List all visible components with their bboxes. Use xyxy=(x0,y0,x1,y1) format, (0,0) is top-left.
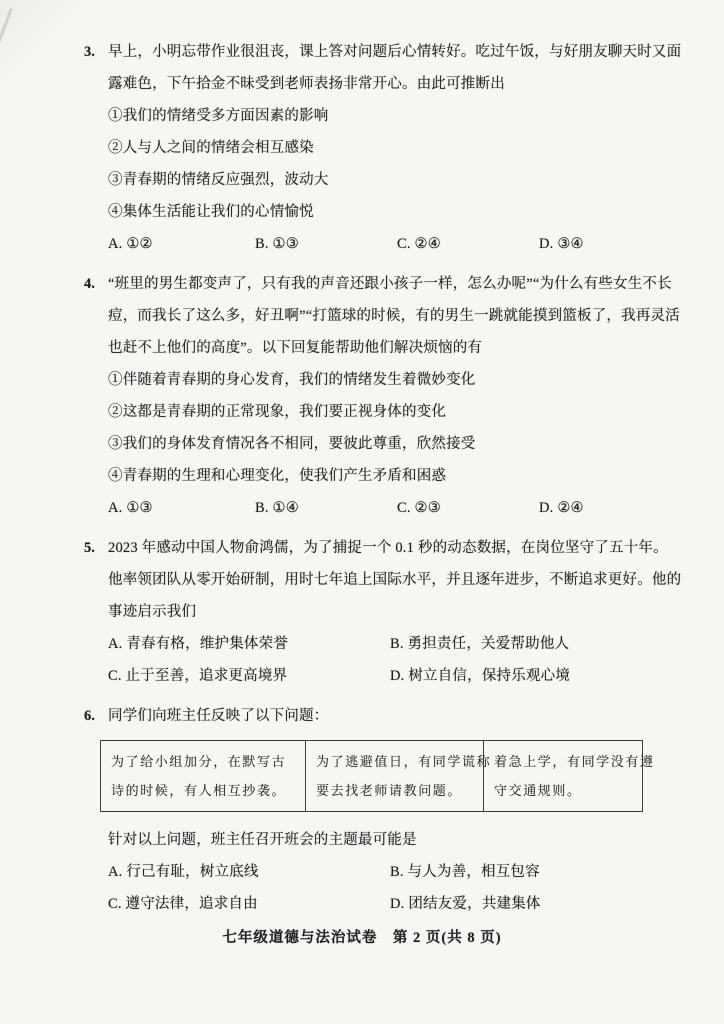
question-6-follow-up: 针对以上问题，班主任召开班会的主题最可能是 xyxy=(108,832,417,848)
question-5-options-row-2 xyxy=(108,660,680,692)
stem-text: 同学们向班主任反映了以下问题： xyxy=(108,708,329,724)
question-5-options-row-1 xyxy=(108,628,680,660)
table-cell-1 xyxy=(101,741,306,812)
question-6-number: 6. xyxy=(84,708,95,724)
question-6-problem-table xyxy=(100,740,655,812)
option-c: C. 遵守法律，追求自由 xyxy=(108,896,258,912)
table-cell-2 xyxy=(306,741,492,812)
question-6-stem-line xyxy=(84,700,680,732)
question-3-stem-line-1 xyxy=(84,36,682,68)
question-4-number: 4. xyxy=(84,276,95,292)
question-4-stem-line-1 xyxy=(84,268,680,300)
question-3 xyxy=(84,36,682,260)
option-a: A. ①③ xyxy=(108,500,153,516)
cell-2-line-1: 为了逃避值日，有同学谎称 xyxy=(316,755,492,770)
option-b: B. ①③ xyxy=(255,236,299,252)
option-b: B. 勇担责任，关爱帮助他人 xyxy=(390,636,570,652)
question-3-item-2: ②人与人之间的情绪会相互感染 xyxy=(108,140,314,156)
option-b: B. 与人为善，相互包容 xyxy=(390,864,540,880)
question-4 xyxy=(84,268,680,524)
question-5 xyxy=(84,532,682,692)
option-c: C. ②③ xyxy=(397,500,441,516)
question-4-item-3: ③我们的身体发育情况各不相同，要彼此尊重，欣然接受 xyxy=(108,436,476,452)
question-5-stem-line-3: 事迹启示我们 xyxy=(108,604,197,620)
question-4-item-1: ①伴随着青春期的身心发育，我们的情绪发生着微妙变化 xyxy=(108,372,476,388)
question-5-stem-line-1 xyxy=(84,532,680,564)
question-3-item-4: ④集体生活能让我们的心情愉悦 xyxy=(108,204,314,220)
cell-3-line-1: 着急上学，有同学没有遵 xyxy=(494,755,655,770)
stem-text: “班里的男生都变声了，只有我的声音还跟小孩子一样，怎么办呢”“为什么有些女生不长 xyxy=(108,276,672,292)
question-4-item-4: ④青春期的生理和心理变化，使我们产生矛盾和困惑 xyxy=(108,468,447,484)
option-c: C. ②④ xyxy=(397,236,441,252)
question-6-options-row-2 xyxy=(108,888,680,920)
cell-3-line-2: 守交通规则。 xyxy=(494,784,582,799)
option-a: A. 行己有耻，树立底线 xyxy=(108,864,259,880)
question-3-stem-line-2: 露难色，下午拾金不昧受到老师表扬非常开心。由此可推断出 xyxy=(108,76,505,92)
option-a: A. 青春有格，维护集体荣誉 xyxy=(108,636,289,652)
question-3-item-1: ①我们的情绪受多方面因素的影响 xyxy=(108,108,329,124)
option-d: D. 团结友爱，共建集体 xyxy=(390,896,541,912)
question-6 xyxy=(84,700,680,920)
cell-1-line-1: 为了给小组加分，在默写古 xyxy=(111,755,287,770)
question-3-options xyxy=(108,228,680,260)
scan-artifact xyxy=(0,8,13,47)
option-d: D. 树立自信，保持乐观心境 xyxy=(390,668,571,684)
question-4-options xyxy=(108,492,680,524)
option-c: C. 止于至善，追求更高境界 xyxy=(108,668,288,684)
question-5-stem-line-2: 他率领团队从零开始研制，用时七年追上国际水平，并且逐年进步，不断追求更好。他的 xyxy=(108,572,682,588)
question-4-stem-line-3: 也赶不上他们的高度”。以下回复能帮助他们解决烦恼的有 xyxy=(108,340,483,356)
question-6-options-row-1 xyxy=(108,856,680,888)
question-3-item-3: ③青春期的情绪反应强烈，波动大 xyxy=(108,172,329,188)
question-5-number: 5. xyxy=(84,540,95,556)
question-3-number: 3. xyxy=(84,44,95,60)
option-d: D. ③④ xyxy=(539,236,584,252)
stem-text: 2023 年感动中国人物俞鸿儒，为了捕捉一个 0.1 秒的动态数据，在岗位坚守了五十年。 xyxy=(108,540,668,556)
stem-text: 早上，小明忘带作业很沮丧，课上答对问题后心情转好。吃过午饭，与好朋友聊天时又面 xyxy=(108,44,682,60)
option-d: D. ②④ xyxy=(539,500,584,516)
page-content xyxy=(84,36,682,928)
question-4-stem-line-2: 痘，而我长了这么多，好丑啊”“打篮球的时候，有的男生一跳就能摸到篮板了，我再灵活 xyxy=(108,308,680,324)
option-a: A. ①② xyxy=(108,236,153,252)
page-footer: 七年级道德与法治试卷 第 2 页(共 8 页) xyxy=(222,930,502,946)
question-4-item-2: ②这都是青春期的正常现象，我们要正视身体的变化 xyxy=(108,404,447,420)
option-b: B. ①④ xyxy=(255,500,299,516)
cell-2-line-2: 要去找老师请教问题。 xyxy=(316,784,463,799)
cell-1-line-2: 诗的时候，有人相互抄袭。 xyxy=(111,784,287,799)
table-cell-3 xyxy=(484,741,655,812)
